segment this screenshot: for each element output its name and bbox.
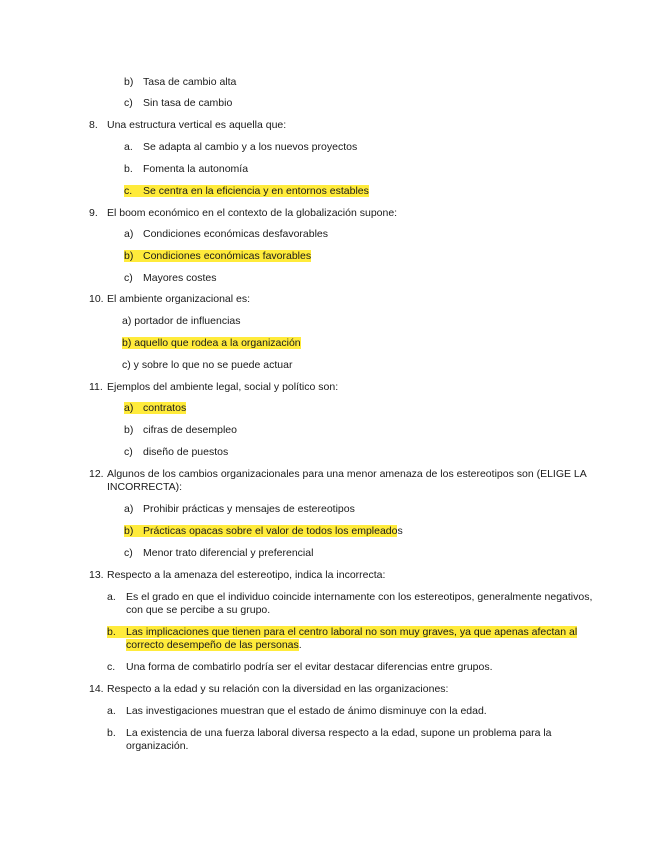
q11-option-b (124, 424, 237, 437)
option-label: b. (107, 727, 116, 739)
question-number: 9. (89, 207, 98, 219)
option-label: b. (107, 626, 116, 638)
q8-option-c (124, 185, 369, 198)
option-text-highlighted: Se centra en la eficiencia y en entornos estables (143, 185, 369, 197)
option-label: b) (124, 525, 134, 537)
option-label: c. (124, 185, 133, 197)
option-label: c) (124, 97, 133, 109)
q14-option-a (107, 705, 487, 718)
option-text: diseño de puestos (143, 446, 229, 458)
option-text: . (298, 639, 302, 651)
option-label: b) (124, 424, 134, 436)
question-number: 8. (89, 119, 98, 131)
option-text-highlighted: contratos (143, 402, 187, 414)
option-text: Es el grado en que el individuo coincide internamente con los estereotipos, generalmente negativos, (126, 591, 593, 603)
question-text: El boom económico en el contexto de la globalización supone: (107, 207, 398, 219)
option-text: Menor trato diferencial y preferencial (143, 547, 314, 559)
option-text: Las investigaciones muestran que el estado de ánimo disminuye con la edad. (126, 705, 487, 717)
q9-option-c (124, 272, 217, 285)
question-text: Respecto a la amenaza del estereotipo, indica la incorrecta: (107, 569, 386, 581)
question-text: INCORRECTA): (107, 481, 183, 493)
q12-option-c (124, 547, 313, 560)
question-number: 12. (89, 468, 104, 480)
question-number: 11. (89, 381, 103, 393)
option-text: La existencia de una fuerza laboral diversa respecto a la edad, supone un problema para la (126, 727, 552, 739)
question-9 (89, 207, 397, 220)
option-text-highlighted: correcto desempeño de las personas (126, 639, 299, 651)
q13-option-a-continuation (126, 604, 270, 617)
q13-option-b (107, 626, 577, 639)
question-number: 13. (89, 569, 104, 581)
option-text: Prohibir prácticas y mensajes de estereotipos (143, 503, 355, 515)
option-label: a) (124, 402, 134, 414)
q8-option-a (124, 141, 357, 154)
q14-option-b (107, 727, 552, 740)
question-number: 10. (89, 293, 104, 305)
option-text: con que se percibe a su grupo. (126, 604, 271, 616)
q9-option-a (124, 228, 328, 241)
option-text: cifras de desempleo (143, 424, 237, 436)
option-text-highlighted: b) aquello que rodea a la organización (122, 337, 301, 349)
option-text: Sin tasa de cambio (143, 97, 233, 109)
q7-option-b (124, 76, 236, 89)
option-label: c) (124, 547, 133, 559)
option-text: Tasa de cambio alta (143, 76, 237, 88)
option-label: b. (124, 163, 133, 175)
question-text: Ejemplos del ambiente legal, social y político son: (107, 381, 339, 393)
option-text: a) portador de influencias (122, 315, 241, 327)
q11-option-a (124, 402, 186, 415)
q11-option-c (124, 446, 228, 459)
q9-option-b (124, 250, 311, 263)
question-14 (89, 683, 448, 696)
option-text-highlighted: Condiciones económicas favorables (143, 250, 312, 262)
q10-option-c (122, 359, 292, 372)
option-label: c) (124, 272, 133, 284)
option-label: b) (124, 250, 134, 262)
q8-option-b (124, 163, 248, 176)
option-text: c) y sobre lo que no se puede actuar (122, 359, 293, 371)
option-label: a) (124, 503, 134, 515)
q13-option-b-continuation (126, 639, 302, 652)
option-label: b) (124, 76, 134, 88)
q13-option-c (107, 661, 493, 674)
question-text: Algunos de los cambios organizacionales para una menor amenaza de los estereotipos son (ELIGE LA (107, 468, 587, 480)
question-12 (89, 468, 587, 481)
q10-option-b (122, 337, 301, 350)
question-text: Respecto a la edad y su relación con la diversidad en las organizaciones: (107, 683, 449, 695)
option-label: a) (124, 228, 134, 240)
question-11 (89, 381, 338, 394)
q14-option-b-continuation (126, 740, 188, 753)
question-text: Una estructura vertical es aquella que: (107, 119, 287, 131)
option-label: a. (107, 705, 116, 717)
question-8 (89, 119, 286, 132)
option-text-highlighted: Prácticas opacas sobre el valor de todos los empleado (143, 525, 398, 537)
question-10 (89, 293, 250, 306)
option-label: a. (107, 591, 116, 603)
q7-option-c (124, 97, 232, 110)
option-text: Se adapta al cambio y a los nuevos proyectos (143, 141, 358, 153)
option-text: organización. (126, 740, 189, 752)
q10-option-a (122, 315, 241, 328)
question-number: 14. (89, 683, 104, 695)
question-12-continuation (107, 481, 182, 494)
option-text: Fomenta la autonomía (143, 163, 249, 175)
question-13 (89, 569, 385, 582)
question-text: El ambiente organizacional es: (107, 293, 251, 305)
option-text-highlighted: Las implicaciones que tienen para el centro laboral no son muy graves, ya que apenas afectan al (126, 626, 578, 638)
q12-option-b (124, 525, 403, 538)
option-label: a. (124, 141, 133, 153)
option-text: s (397, 525, 403, 537)
option-label: c. (107, 661, 116, 673)
option-text: Mayores costes (143, 272, 217, 284)
option-text: Una forma de combatirlo podría ser el evitar destacar diferencias entre grupos. (126, 661, 493, 673)
q12-option-a (124, 503, 355, 516)
option-label: c) (124, 446, 133, 458)
q13-option-a (107, 591, 592, 604)
option-text: Condiciones económicas desfavorables (143, 228, 329, 240)
